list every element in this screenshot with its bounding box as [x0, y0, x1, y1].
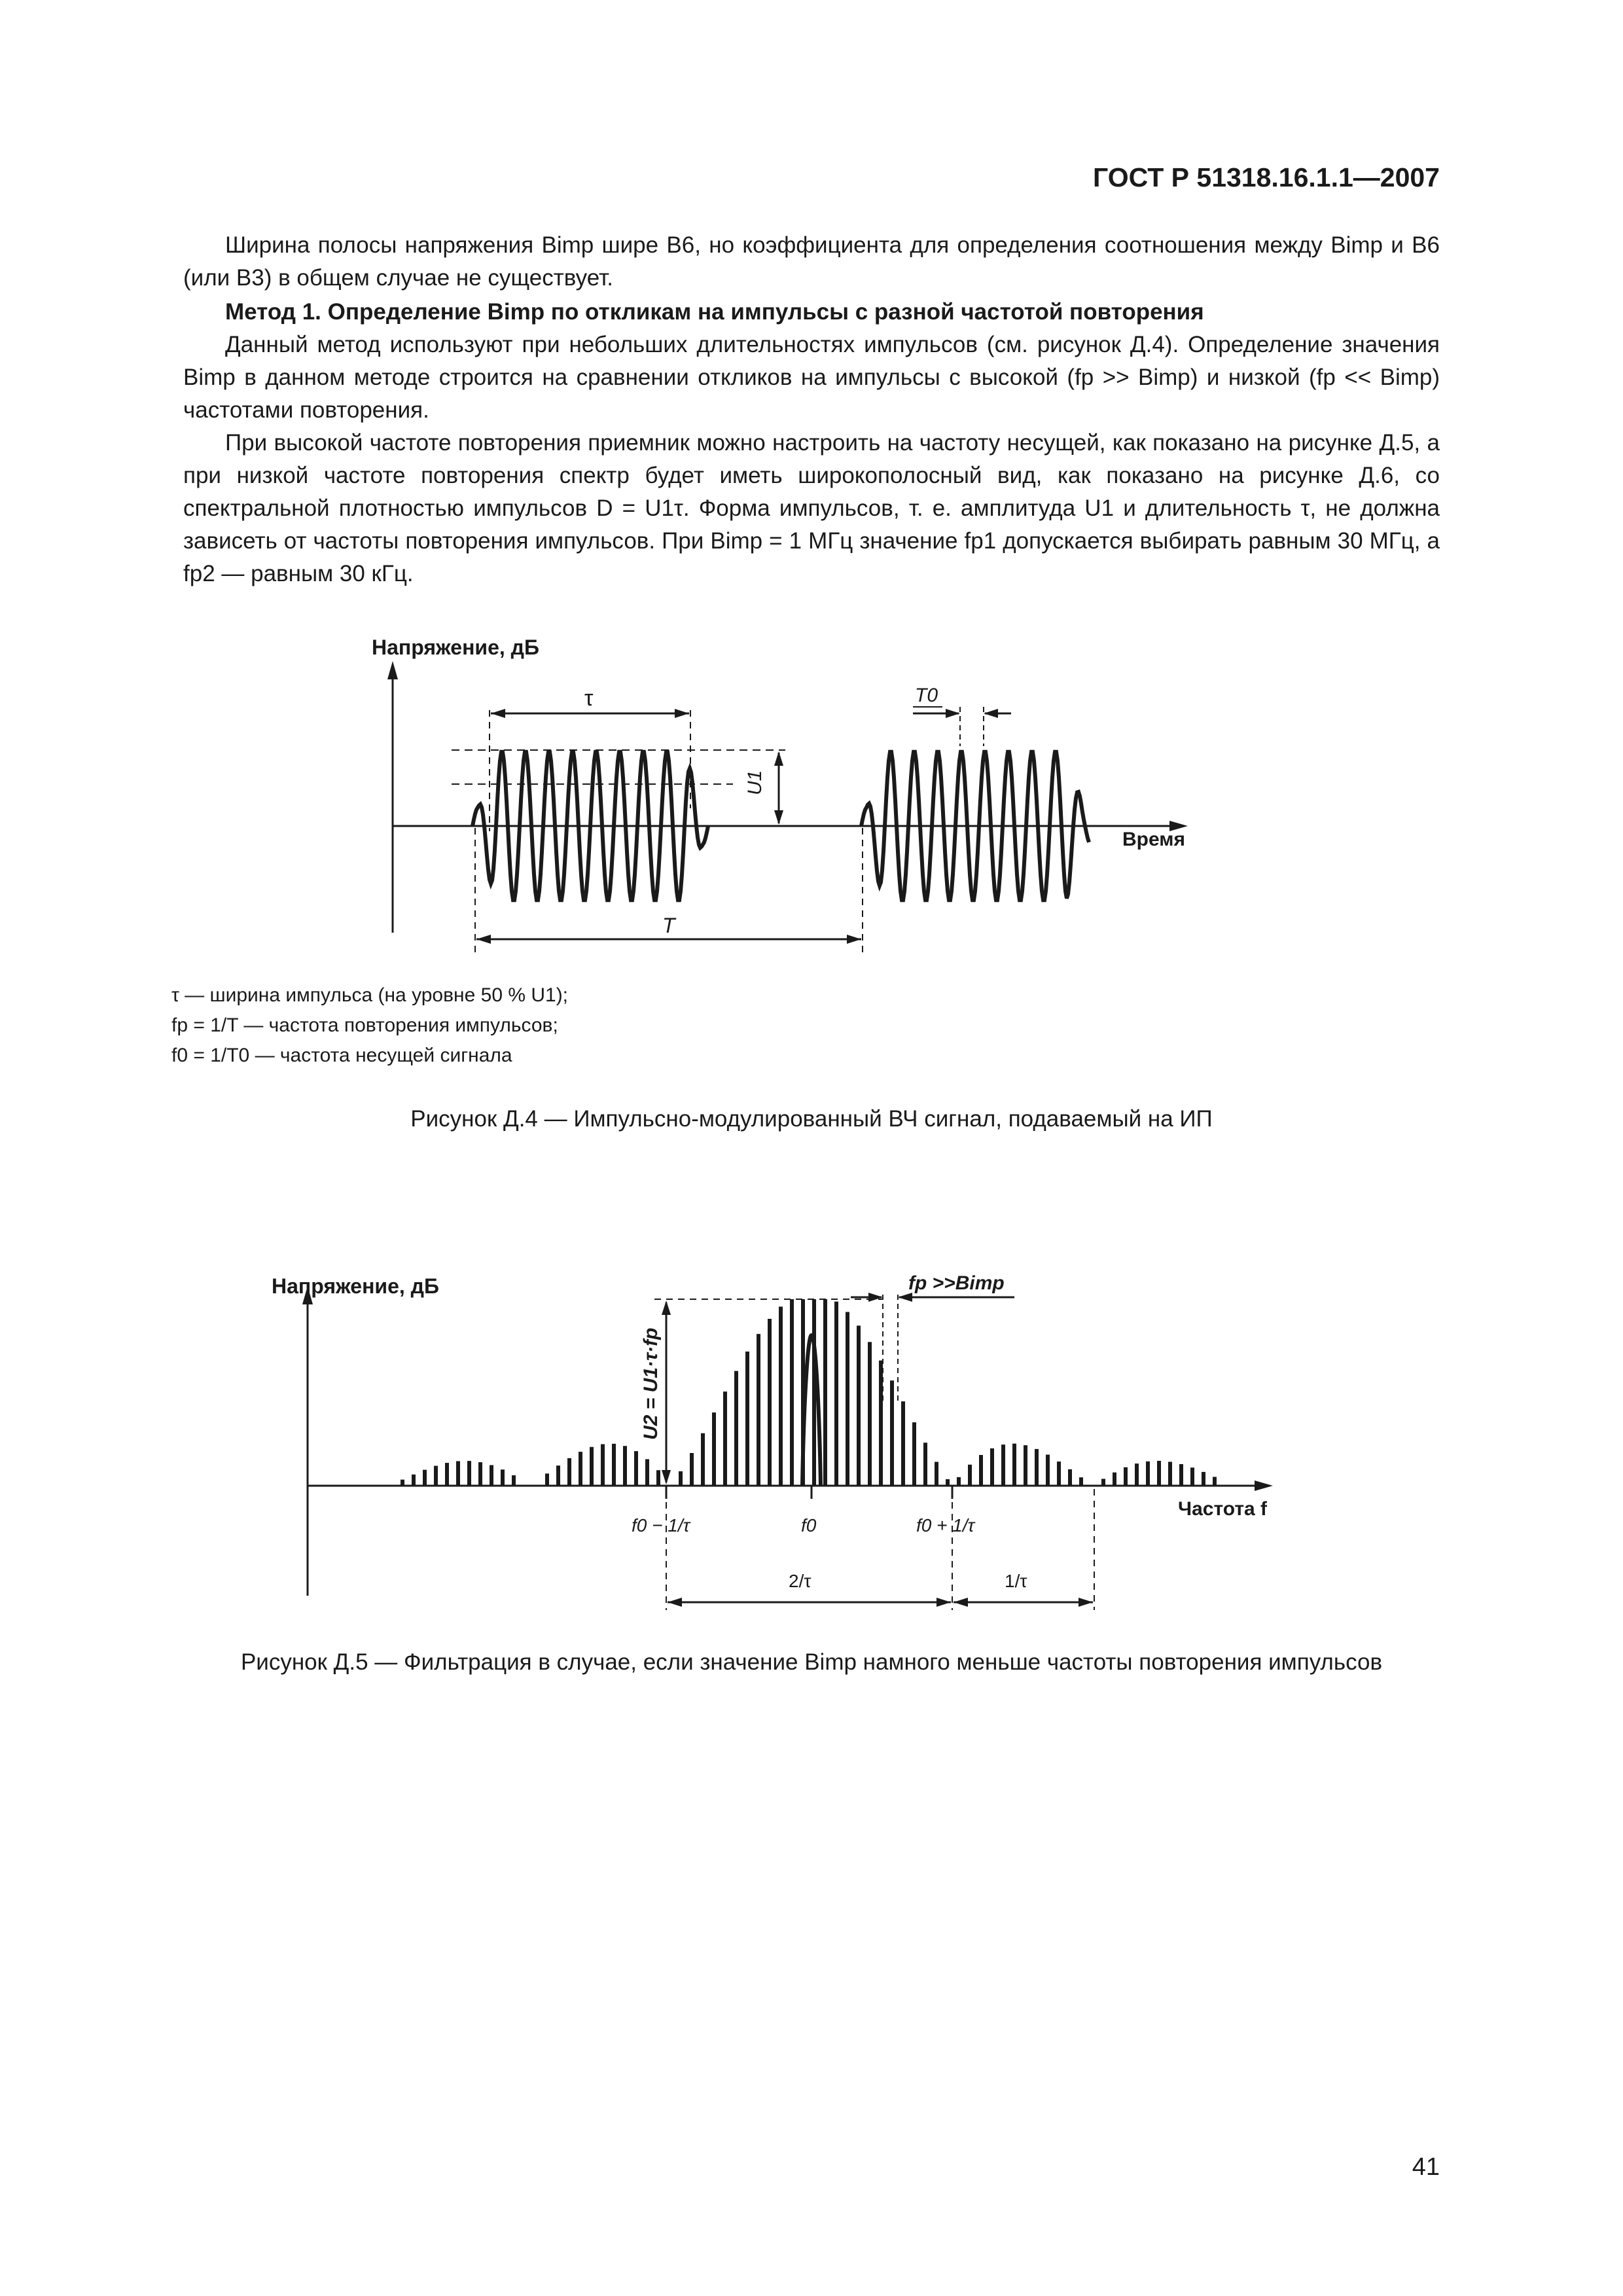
fig4-t0-arrow-r — [984, 709, 998, 718]
fig5-fp-arrow-r — [898, 1293, 912, 1302]
fig4-u1-label: U1 — [744, 770, 766, 795]
fig5-dim-2tau-arrow-r — [936, 1598, 951, 1607]
fig5-dim-1tau-arrow-r — [1079, 1598, 1093, 1607]
fig4-y-arrow — [387, 661, 398, 679]
fig4-u1-arrow-t — [774, 751, 783, 766]
fig5-fp-arrow-l — [868, 1293, 883, 1302]
fig5-dim-2tau-label: 2/τ — [789, 1571, 812, 1591]
fig4-burst-1 — [473, 752, 708, 901]
page-number: 41 — [1412, 2153, 1440, 2181]
fig4-tau-arrow-l — [491, 709, 505, 718]
fig4-t-arrow-l — [476, 935, 491, 944]
fig5-fp-label: fp >>Bimp — [908, 1272, 1005, 1294]
fig4-t0-label: T0 — [915, 685, 938, 706]
method-title — [183, 296, 1440, 329]
fig4-caption: Рисунок Д.4 — Импульсно-модулированный ВЧ сигнал, подаваемый на ИП — [410, 1106, 1213, 1132]
fig5-y-label: Напряжение, дБ — [272, 1274, 439, 1298]
fig4-legend — [171, 980, 568, 1071]
method-title-text: Метод 1. Определение Bimp по откликам на импульсы с разной частотой повторения — [225, 299, 1204, 325]
paragraph-1 — [183, 229, 1440, 295]
fig5-dim-1tau-arrow-l — [954, 1598, 968, 1607]
fig4-t-arrow-r — [847, 935, 861, 944]
paragraph-2-text: Данный метод используют при небольших длительностях импульсов (см. рисунок Д.4). Определение значения Bimp в данном методе строится на сравнении откликов на импульсы с высокой (fp >> Bimp) и низкой (fp << Bimp) частотами повторения. — [183, 332, 1440, 423]
paragraph-1-text: Ширина полосы напряжения Bimp шире B6, но коэффициента для определения соотношения между Bimp и B6 (или B3) в общем случае не существует. — [183, 232, 1440, 291]
fig4-t-label: T — [662, 914, 675, 937]
fig5-tick-center-label: f0 — [801, 1515, 817, 1535]
fig4-legend-item-1: τ — ширина импульса (на уровне 50 % U1); — [171, 984, 569, 1006]
fig5-dim-2tau-arrow-l — [668, 1598, 682, 1607]
fig4-legend-item-3: f0 = 1/T0 — частота несущей сигнала — [171, 1045, 512, 1066]
fig5-u2-arrow-t — [662, 1300, 671, 1315]
fig5-carrier-peak — [802, 1335, 821, 1486]
paragraph-2 — [183, 329, 1440, 427]
fig4-y-label: Напряжение, дБ — [372, 636, 539, 659]
fig5-tick-right-label: f0 + 1/τ — [916, 1515, 975, 1535]
fig5-x-arrow — [1255, 1480, 1273, 1491]
paragraph-3 — [183, 427, 1440, 590]
fig5-u2-arrow-b — [662, 1470, 671, 1484]
fig5-spectrum-lines — [402, 1299, 1215, 1486]
figure-d5-diagram — [0, 1244, 1623, 1610]
fig4-tau-arrow-r — [675, 709, 689, 718]
fig5-u2-label: U2 = U1·τ·fp — [640, 1327, 662, 1440]
document-header: ГОСТ Р 51318.16.1.1—2007 — [1093, 162, 1440, 192]
fig5-x-label: Частота f — [1178, 1498, 1268, 1520]
fig4-tau-label: τ — [584, 686, 594, 711]
fig5-caption: Рисунок Д.5 — Фильтрация в случае, если значение Bimp намного меньше частоты повторения импульсов — [240, 1649, 1383, 1675]
figure-d4-diagram — [0, 609, 1623, 988]
fig4-legend-item-2: fp = 1/T — частота повторения импульсов; — [171, 1014, 558, 1036]
fig5-tick-left-label: f0 − 1/τ — [632, 1515, 690, 1535]
fig4-u1-arrow-b — [774, 810, 783, 825]
fig4-t0-arrow-l — [946, 709, 960, 718]
fig5-dim-1tau-label: 1/τ — [1005, 1571, 1027, 1591]
paragraph-3-text: При высокой частоте повторения приемник можно настроить на частоту несущей, как показано на рисунке Д.5, а при низкой частоте повторения спектр будет иметь широкополосный вид, как показано на рисунке Д.6, со спектральной плотностью импульсов D = U1τ. Форма импульсов, т. е. амплитуда U1 и длительность τ, не должна зависеть от частоты повторения импульсов. При Bimp = 1 МГц значение fp1 допускается выбирать равным 30 МГц, а fp2 — равным 30 кГц. — [183, 430, 1440, 586]
fig4-x-label: Время — [1122, 829, 1185, 850]
